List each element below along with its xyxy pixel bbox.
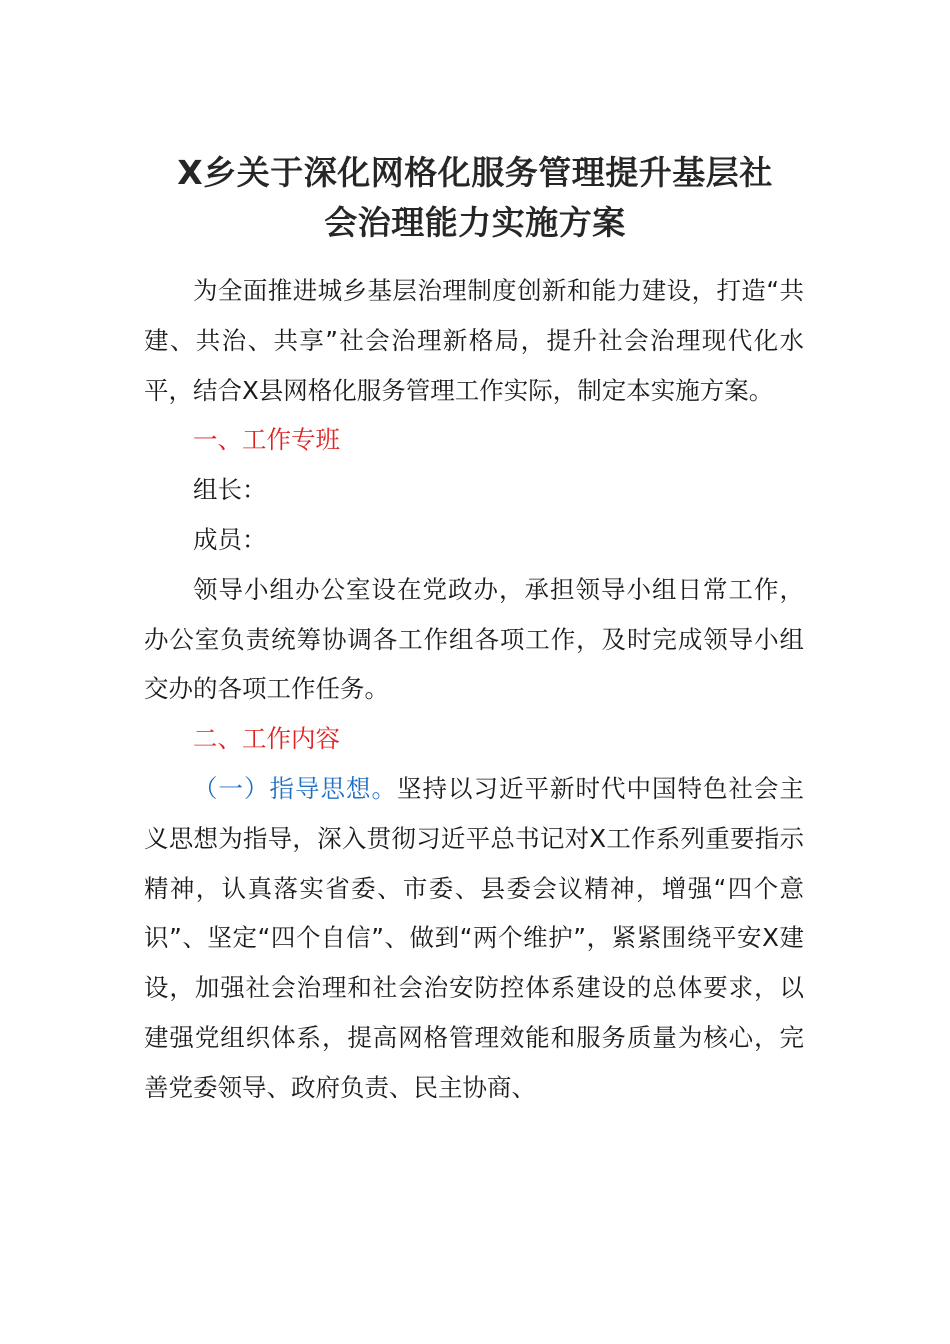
section-heading-work-team: 一、工作专班: [193, 425, 340, 455]
members-label: 成员：: [193, 524, 267, 554]
title-line-2: 会治理能力实施方案: [324, 203, 626, 242]
office-paragraph: 领导小组办公室设在党政办，承担领导小组日常工作，办公室负责统筹协调各工作组各项工作，及时完成领导小组交办的各项工作任务。: [144, 574, 804, 704]
guiding-ideology-text: 坚持以习近平新时代中国特色社会主义思想为指导，深入贯彻习近平总书记对X工作系列重要指示精神，认真落实省委、市委、县委会议精神，增强“四个意识”、坚定“四个自信”、做到“两个维护”，紧紧围绕平安X建设，加强社会治理和社会治安防控体系建设的总体要求，以建强党组织体系，提高网格管理效能和服务质量为核心，完善党委领导、政府负责、民主协商、: [144, 773, 804, 1102]
guiding-ideology-paragraph: [144, 764, 804, 1113]
title-line-1: X乡关于深化网格化服务管理提升基层社: [177, 153, 773, 192]
document-body: [144, 266, 804, 1113]
subheading-guiding-ideology: （一）指导思想。: [193, 773, 397, 803]
intro-paragraph: 为全面推进城乡基层治理制度创新和能力建设，打造“共建、共治、共享”社会治理新格局，提升社会治理现代化水平，结合X县网格化服务管理工作实际，制定本实施方案。: [144, 276, 804, 405]
section-heading-work-content: 二、工作内容: [193, 724, 340, 754]
leader-label: 组长：: [193, 475, 267, 505]
document-title: [140, 148, 810, 248]
